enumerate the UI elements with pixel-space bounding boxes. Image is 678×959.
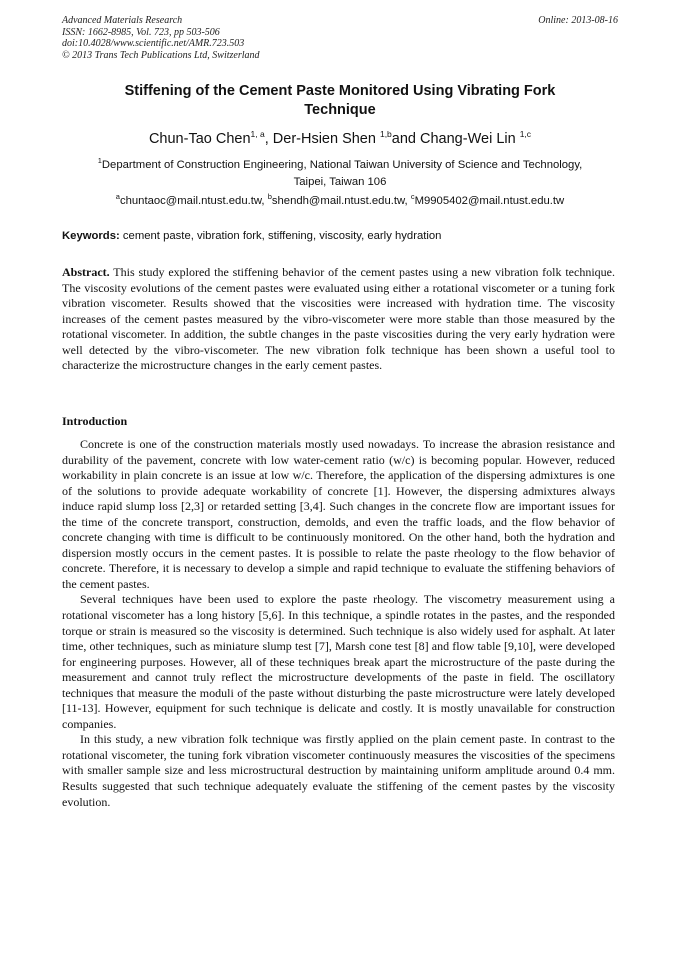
intro-paragraph-3: In this study, a new vibration folk technique was firstly applied on the plain cement paste. In contrast to the rotational viscometer, the tuning fork vibration viscometer continuously measures the viscosities of the specimens with smaller sample size and less microstructural destruction by maintaining uniform amplitude around 0.4 mm. Results suggested that such technique adequately evaluate the stiffening of the cement pastes by the viscosity evolution. [62, 732, 615, 809]
keywords-label: Keywords: [62, 230, 120, 242]
email-a-sup: a [115, 192, 120, 201]
email-b: shendh@mail.ntust.edu.tw, [271, 195, 411, 207]
author-emails [62, 193, 618, 210]
affiliation-line-1 [62, 157, 618, 174]
header-left [62, 15, 618, 61]
abstract-text: This study explored the stiffening behavior of the cement pastes using a new vibration folk technique. The viscosity evolutions of the cement pastes were evaluated using either a rotational viscometer or a tuning fork vibration viscometer. Results showed that the viscosities were increased with hydration time. The viscosity increases of the cement pastes measured by the vibro-viscometer were more stable than those measured by the rotational viscometer. In addition, the subtle changes in the paste viscosities during the very early hydration were well detected by the vibro-viscometer. The new vibration folk technique has been shown a useful tool to characterize the microstructure changes in the early cement pastes. [62, 265, 615, 373]
affiliation [62, 157, 618, 191]
author-separator-1: , [264, 131, 273, 147]
affiliation-line-2: Taipei, Taiwan 106 [293, 176, 387, 188]
author-2-sup: 1,b [379, 129, 392, 139]
email-b-sup: b [267, 192, 272, 201]
author-2-name: Der-Hsien Shen [272, 131, 380, 147]
abstract [62, 265, 615, 374]
author-3-sup: 1,c [519, 129, 532, 139]
abstract-label: Abstract. [62, 265, 110, 279]
intro-paragraph-1: Concrete is one of the construction materials mostly used nowadays. To increase the abrasion resistance and durability of the pavement, concrete with low water-cement ratio (w/c) is becoming popular. However, reduced workability in plain concrete is an issue at low w/c. Therefore, the application of the dispersing admixtures is one of the solutions to provide adequate workability of concrete [1]. However, the dispersing admixtures always induce rapid slump loss [2,3] or retarded setting [3,4]. Such changes in the concrete flow are important issues for the time of the concrete transport, construction, demolds, and even the traffic loads, and the flow behavior of concrete changing with time is difficult to be continuously monitored. On the other hand, both the hydration and dispersion mostly occurs in the cement pastes. It is possible to relate the paste rheology to the flow behavior of concrete. Therefore, it is necessary to develop a simple and rapid technique to evaluate the stiffening behaviors of the cement pastes. [62, 437, 615, 591]
keywords-text: cement paste, vibration fork, stiffening, viscosity, early hydration [119, 230, 442, 242]
author-3-name: and Chang-Wei Lin [391, 131, 520, 147]
online-date: Online: 2013-08-16 [538, 15, 618, 26]
email-c-sup: c [410, 192, 415, 201]
affiliation-sup: 1 [97, 156, 102, 165]
author-1-sup: 1, a [250, 129, 265, 139]
email-a: chuntaoc@mail.ntust.edu.tw, [119, 195, 268, 207]
title-line-1: Stiffening of the Cement Paste Monitored Using Vibrating Fork [124, 83, 556, 99]
doi-line: doi:10.4028/www.scientific.net/AMR.723.503 [62, 38, 245, 49]
copyright-line: © 2013 Trans Tech Publications Ltd, Switzerland [62, 49, 260, 61]
affiliation-text-1: Department of Construction Engineering, National Taiwan University of Science and Technology, [101, 159, 583, 171]
intro-paragraph-2: Several techniques have been used to explore the paste rheology. The viscometry measurement using a rotational viscometer has a long history [5,6]. In this technique, a spindle rotates in the pastes, and the responded torque or strain is measured so the viscosity is determined. Such technique is also widely used for asphalt. At later time, other techniques, such as miniature slump test [7], Marsh cone test [8] and flow table [9,10], were developed for engineering purposes. However, all of these techniques break apart the microstructure of the paste during the measurement and cannot truly reflect the microstructure developments of the paste in field. The oscillatory techniques that measure the moduli of the paste without disturbing the paste microstructure were lately developed [11-13]. However, equipment for such technique is delicate and costly. It is mostly unavailable for construction companies. [62, 592, 615, 731]
keywords [62, 229, 618, 244]
paper-title [62, 82, 618, 120]
email-c: M9905402@mail.ntust.edu.tw [414, 195, 565, 207]
author-1-name: Chun-Tao Chen [148, 131, 251, 147]
author-list [62, 130, 618, 148]
journal-header [62, 15, 618, 61]
journal-name: Advanced Materials Research [62, 15, 183, 26]
introduction-body [62, 437, 615, 810]
title-line-2: Technique [304, 102, 376, 118]
introduction-heading: Introduction [62, 414, 128, 428]
issn-line: ISSN: 1662-8985, Vol. 723, pp 503-506 [62, 26, 220, 38]
